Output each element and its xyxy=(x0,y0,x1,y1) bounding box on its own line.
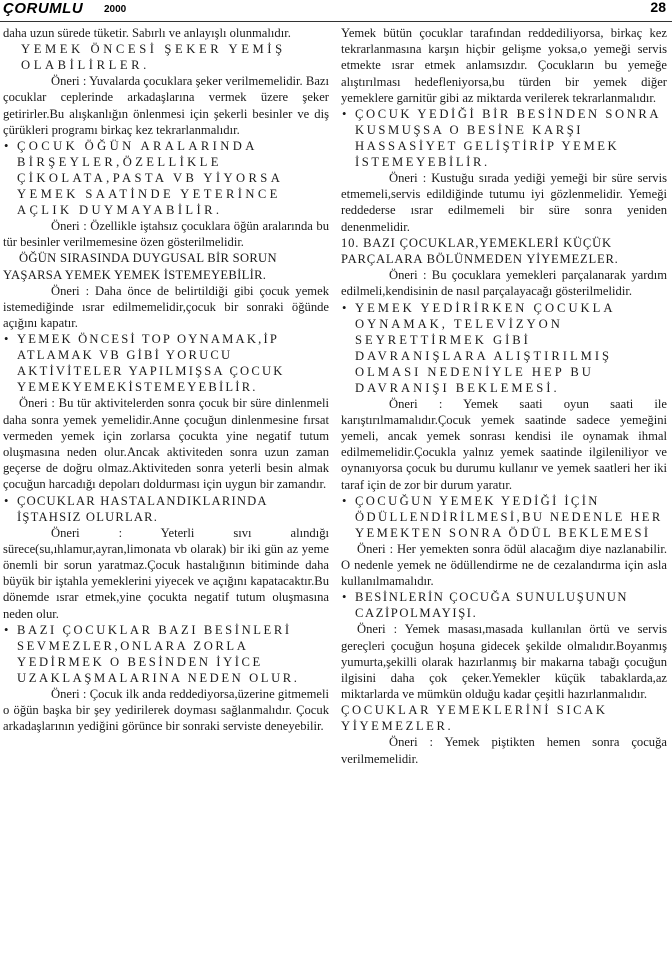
paragraph: Öneri : Yemek masası,masada kullanılan örtü ve servis gereçleri çocuğun hoşuna gidecek şekilde olmalıdır.Boyanmış yumurta,şekilli olarak hazırlanmış bir makarna tabağı çocuğun ilgisini daha çok çeker.Yemekler küçük tabaklarda,az miktarlarda ve mümkün olduğu kadar çeşitli hazırlanmalıdır. xyxy=(341,622,667,702)
section-heading: YEMEK ÖNCESİ ŞEKER YEMİŞ OLABİLİRLER. xyxy=(21,42,286,73)
paragraph: Öneri : Daha önce de belirtildiği gibi çocuk yemek istemediğinde ısrar edilmemelidir,çocuk bir sonraki öğünde açığını kapatır. xyxy=(3,283,329,331)
section-heading: 10. BAZI ÇOCUKLAR,YEMEKLERİ KÜÇÜK PARÇALARA BÖLÜNMEDEN YİYEMEZLER. xyxy=(341,235,619,267)
section-heading: • ÇOCUK YEDİĞİ BİR BESİNDEN SONRA KUSMUŞSA O BESİNE KARŞI HASSASİYET GELİŞTİRİP YEMEK İSTEMEYEBİLİR. xyxy=(341,106,667,170)
section-heading: ÇOCUKLAR YEMEKLERİNİ SICAK YİYEMEZLER. xyxy=(341,703,608,734)
section-heading: • YEMEK ÖNCESİ TOP OYNAMAK,İP ATLAMAK VB GİBİ YORUCU AKTİVİTELER YAPILMIŞSA ÇOCUK YEMEKYEMEKİSTEMEYEBİLİR. xyxy=(3,331,329,395)
section-heading: ÖĞÜN SIRASINDA DUYGUSAL BİR SORUN YAŞARSA YEMEK YEMEK İSTEMEYEBİLİR. xyxy=(3,251,277,282)
section-heading: • ÇOCUKLAR HASTALANDIKLARINDA İŞTAHSIZ OLURLAR. xyxy=(3,493,329,525)
right-column xyxy=(341,25,667,767)
paragraph: Öneri : Kustuğu sırada yediği yemeği bir süre servis etmemeli,servis edildiğinde tutumu iyi gözlenmelidir. Yemeği reddederse ısrar edilmemeli bir süre sonra yeniden denenmelidir. xyxy=(341,171,667,234)
page-number: 28 xyxy=(650,0,666,15)
paragraph: Öneri : Çocuk ilk anda reddediyorsa,üzerine gitmemeli o öğün başka bir şey yedirilerek doyması sağlanmalıdır. Çocuk arkadaşlarının yediğini görünce bir sonraki serviste deneyebilir. xyxy=(3,686,329,734)
paragraph: Öneri : Yuvalarda çocuklara şeker verilmemelidir. Bazı çocuklar ceplerinde arkadaşlarına vermek üzere şeker getirirler.Bu alışkanlığın önlenmesi için şekerli besinler ve diş çürükleri programı birkaç kez tekrarlanmalıdır. xyxy=(3,74,329,137)
paragraph: Öneri : Yemek saati oyun saati ile karıştırılmamalıdır.Çocuk yemek saatinde sadece yemeğini yemeli, ancak yemek sonrası kendisi ile oynamak ihmal edilmemelidir.Çocukla yalnız yemek saatinde ilgileniliyor ve oynanıyorsa çocuk bu durumu kullanır ve yemek saatleri her iki taraf için de zor bir durum yaratır. xyxy=(341,396,667,492)
header-rule xyxy=(0,21,672,22)
paragraph: Öneri : Her yemekten sonra ödül alacağım diye nazlanabilir. O nedenle yemek ne ödüllendirme ne de cezalandırma için asla kullanılmamalıdır. xyxy=(341,541,667,589)
page-header xyxy=(0,0,672,24)
section-heading: • ÇOCUĞUN YEMEK YEDİĞİ İÇİN ÖDÜLLENDİRİLMESİ,BU NEDENLE HER YEMEKTEN SONRA ÖDÜL BEKLEMESİ xyxy=(341,493,667,541)
magazine-logo: ÇORUMLU xyxy=(3,0,84,17)
paragraph: daha uzun sürede tüketir. Sabırlı ve anlayışlı olunmalıdır. xyxy=(3,26,291,40)
paragraph: Öneri : Bu çocuklara yemekleri parçalanarak yardım edilmeli,kendisinin de nasıl parçalayacağı gösterilmelidir. xyxy=(341,268,667,299)
section-heading: • YEMEK YEDİRİRKEN ÇOCUKLA OYNAMAK, TELEVİZYON SEYRETTİRMEK GİBİ DAVRANIŞLARA ALIŞTIRILMIŞ OLMASI NEDENİYLE HEP BU DAVRANIŞI BEKLEMESİ. xyxy=(341,300,667,396)
paragraph: Öneri : Bu tür aktivitelerden sonra çocuk bir süre dinlenmeli daha sonra yemek yemelidir.Anne çocuğun dinlenmesine fırsat vermeden yemek için zorlarsa çocukta yine negatif tutum oluşmasına neden olur.Ancak aktiviteden sonra uzun zaman geçerse de doğru olmaz.Aktiviteden sonra yeterli besin almak çocuğun harcadığı depoları doldurması için uygun bir zamandır. xyxy=(3,396,329,492)
paragraph: Öneri : Özellikle iştahsız çocuklara öğün aralarında bu tür besinler verilmemesine özen gösterilmelidir. xyxy=(3,219,329,250)
section-heading: • BESİNLERİN ÇOCUĞA SUNULUŞUNUN CAZİPOLMAYIŞI. xyxy=(341,589,667,621)
paragraph: Öneri : Yemek piştikten hemen sonra çocuğa verilmemelidir. xyxy=(341,735,667,766)
section-heading: • ÇOCUK ÖĞÜN ARALARINDA BİRŞEYLER,ÖZELLİKLE ÇİKOLATA,PASTA VB YİYORSA YEMEK SAATİNDE YETERİNCE AÇLIK DUYMAYABİLİR. xyxy=(3,138,329,218)
paragraph: Öneri : Yeterli sıvı alındığı sürece(su,ıhlamur,ayran,limonata vb olarak) bir iki gün az yeme önemli bir sorun yaratmaz.Çocuk hastalığının bitiminde daha büyük bir iştahla yemeklerini yiyecek ve açığını kapatacaktır.Bu dönemde ısrar etmek,yine çocukta negatif tutum oluşmasına neden olur. xyxy=(3,525,329,621)
issue-year: 2000 xyxy=(104,4,127,15)
paragraph: Yemek bütün çocuklar tarafından reddediliyorsa, birkaç kez tekrarlanmasına karşın hiçbir gelişme yoksa,o yemeği servis etmekte ısrar etmek anlamsızdır. Çocukların bu yemeğe alıştırılması hedefleniyorsa,bu türden bir yemek diğer yemeklere garnitür gibi az miktarda verilerek tekrarlanmalıdır. xyxy=(341,26,667,105)
left-column xyxy=(3,25,329,734)
section-heading: • BAZI ÇOCUKLAR BAZI BESİNLERİ SEVMEZLER,ONLARA ZORLA YEDİRMEK O BESİNDEN İYİCE UZAKLAŞMALARINA NEDEN OLUR. xyxy=(3,622,329,686)
